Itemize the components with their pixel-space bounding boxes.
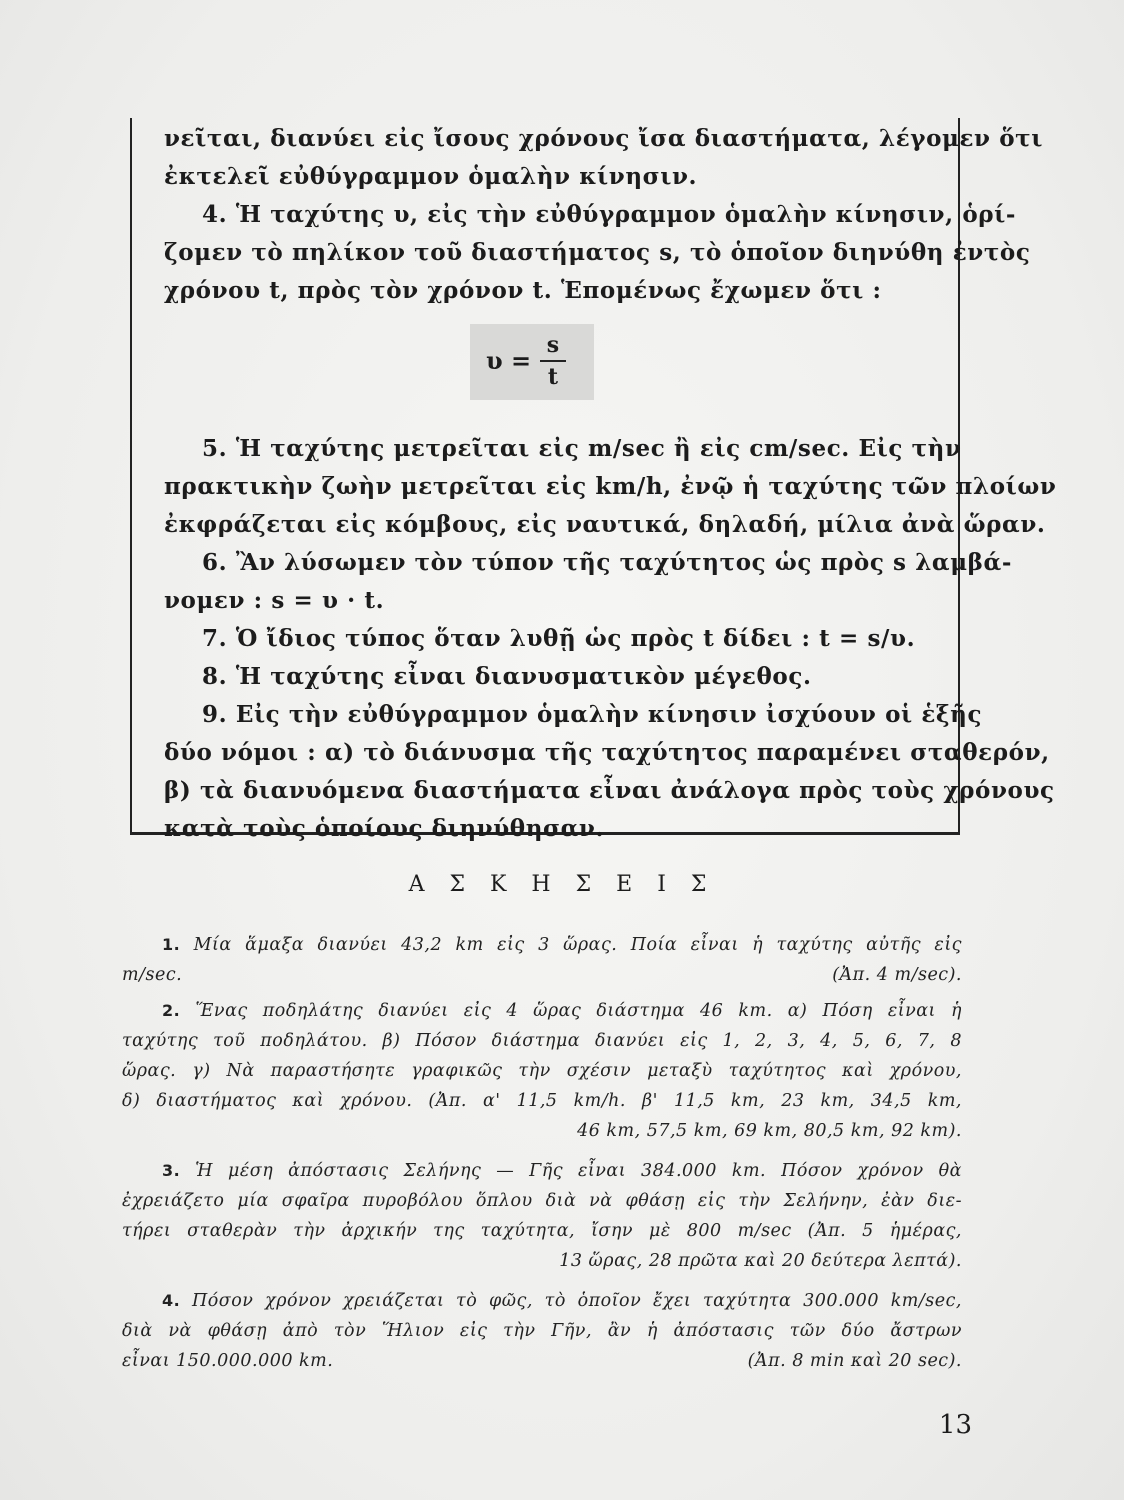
exercise-line: δ) διαστήματος καὶ χρόνου. (Ἀπ. α' 11,5 km/h. β' 11,5 km, 23 km, 34,5 km,: [122, 1091, 962, 1111]
exercise-line: τήρει σταθερὰν τὴν ἀρχικήν της ταχύτητα, ἴσην μὲ 800 m/sec (Ἀπ. 5 ἡμέρας,: [122, 1221, 962, 1241]
box-line: 8. Ἡ ταχύτης εἶναι διανυσματικὸν μέγεθος.: [202, 663, 812, 690]
exercise-3: [122, 1156, 962, 1276]
exercise-line: 4. Πόσον χρόνον χρειάζεται τὸ φῶς, τὸ ὁποῖον ἔχει ταχύτητα 300.000 km/sec,: [162, 1291, 962, 1311]
exercise-number: 2.: [162, 1001, 181, 1020]
exercise-number: 3.: [162, 1161, 181, 1180]
exercise-number: 1.: [162, 935, 181, 954]
exercises-heading: Α Σ Κ Η Σ Ε Ι Σ: [408, 872, 716, 897]
formula-denominator: t: [547, 364, 559, 390]
formula-fraction: [540, 332, 566, 390]
box-line: ζομεν τὸ πηλίκον τοῦ διαστήματος s, τὸ ὁποῖον διηνύθη ἐντὸς: [164, 239, 1031, 266]
box-line: ἐκτελεῖ εὐθύγραμμον ὁμαλὴν κίνησιν.: [164, 163, 698, 190]
box-line: 7. Ὁ ἴδιος τύπος ὅταν λυθῇ ὡς πρὸς t δίδει : t = s/υ.: [202, 625, 916, 652]
box-line: δύο νόμοι : α) τὸ διάνυσμα τῆς ταχύτητος παραμένει σταθερόν,: [164, 739, 1050, 766]
exercise-1: [122, 930, 962, 990]
exercise-line: ταχύτης τοῦ ποδηλάτου. β) Πόσον διάστημα διανύει εἰς 1, 2, 3, 4, 5, 6, 7, 8: [122, 1031, 962, 1051]
box-line: β) τὰ διανυόμενα διαστήματα εἶναι ἀνάλογα πρὸς τοὺς χρόνους: [164, 777, 1055, 804]
exercise-line: διὰ νὰ φθάσῃ ἀπὸ τὸν Ἥλιον εἰς τὴν Γῆν, ἂν ἡ ἀπόστασις τῶν δύο ἄστρων: [122, 1321, 962, 1341]
box-line: χρόνου t, πρὸς τὸν χρόνον t. Ἑπομένως ἔχωμεν ὅτι :: [164, 277, 882, 304]
exercise-4: [122, 1286, 962, 1376]
summary-box: [130, 118, 1057, 842]
exercise-line: ὥρας. γ) Νὰ παραστήσητε γραφικῶς τὴν σχέσιν μεταξὺ ταχύτητος καὶ χρόνου,: [122, 1061, 962, 1081]
box-line: 6. Ἂν λύσωμεν τὸν τύπον τῆς ταχύτητος ὡς πρὸς s λαμβά-: [202, 549, 1012, 576]
exercise-line: 13 ὥρας, 28 πρῶτα καὶ 20 δεύτερα λεπτά).: [559, 1251, 962, 1271]
box-line: ἐκφράζεται εἰς κόμβους, εἰς ναυτικά, δηλαδή, μίλια ἀνὰ ὥραν.: [164, 511, 1046, 538]
box-line: νομεν : s = υ · t.: [164, 587, 385, 614]
box-line: πρακτικὴν ζωὴν μετρεῖται εἰς km/h, ἐνῷ ἡ ταχύτης τῶν πλοίων: [164, 473, 1057, 500]
exercise-line: 3. Ἡ μέση ἀπόστασις Σελήνης — Γῆς εἶναι 384.000 km. Πόσον χρόνον θὰ: [162, 1161, 962, 1181]
exercise-2: [122, 996, 962, 1146]
box-line: κατὰ τοὺς ὁποίους διηνύθησαν.: [164, 815, 605, 842]
box-line: 5. Ἡ ταχύτης μετρεῖται εἰς m/sec ἢ εἰς cm/sec. Εἰς τὴν: [202, 435, 962, 462]
exercise-line: m/sec. (Ἀπ. 4 m/sec).: [122, 965, 962, 985]
box-line: 9. Εἰς τὴν εὐθύγραμμον ὁμαλὴν κίνησιν ἰσχύουν οἱ ἑξῆς: [202, 701, 983, 728]
exercise-line: ἐχρειάζετο μία σφαῖρα πυροβόλου ὅπλου διὰ νὰ φθάσῃ εἰς τὴν Σελήνην, ἐὰν διε-: [122, 1191, 962, 1211]
exercise-line: 2. Ἕνας ποδηλάτης διανύει εἰς 4 ὥρας διάστημα 46 km. α) Πόση εἶναι ἡ: [162, 1001, 962, 1021]
formula-numerator: s: [546, 332, 560, 358]
box-line: 4. Ἡ ταχύτης υ, εἰς τὴν εὐθύγραμμον ὁμαλὴν κίνησιν, ὁρί-: [202, 201, 1017, 228]
exercise-line: 1. Μία ἅμαξα διανύει 43,2 km εἰς 3 ὥρας. Ποία εἶναι ἡ ταχύτης αὐτῆς εἰς: [162, 935, 962, 955]
exercise-line: εἶναι 150.000.000 km. (Ἀπ. 8 min καὶ 20 sec).: [122, 1351, 962, 1371]
formula-lhs: υ =: [486, 346, 532, 375]
velocity-formula: [470, 324, 594, 400]
exercise-line: 46 km, 57,5 km, 69 km, 80,5 km, 92 km).: [577, 1121, 962, 1141]
exercise-number: 4.: [162, 1291, 181, 1310]
box-line: νεῖται, διανύει εἰς ἴσους χρόνους ἴσα διαστήματα, λέγομεν ὅτι: [164, 125, 1043, 152]
page-number: 13: [938, 1410, 972, 1440]
fraction-bar: [540, 360, 566, 362]
